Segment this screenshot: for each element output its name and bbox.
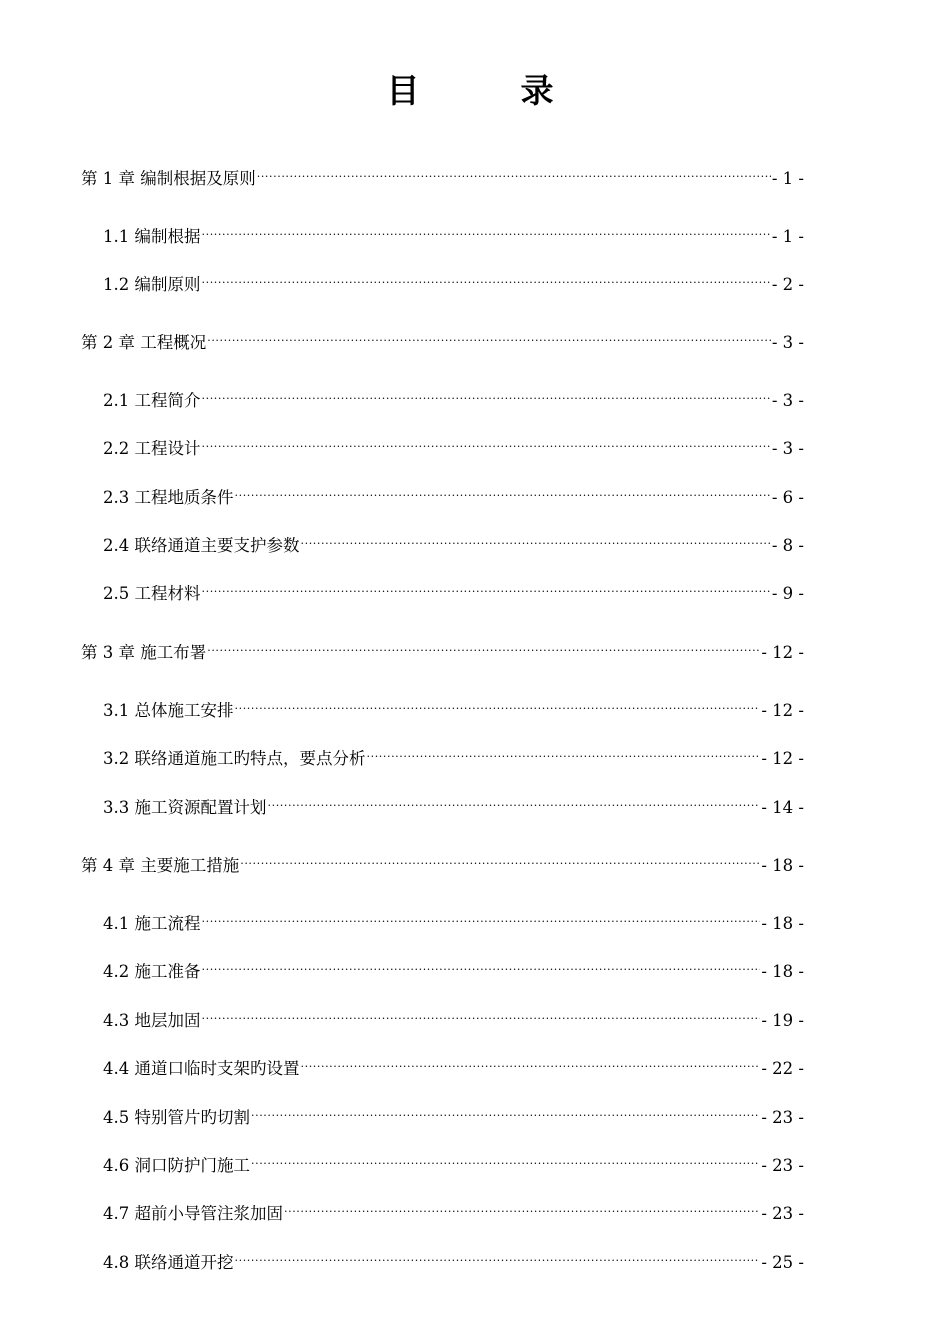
toc-entry-chapter-2[interactable] (81, 326, 804, 352)
toc-entry-2-3[interactable] (103, 481, 804, 507)
toc-entry-label: 2.3 工程地质条件 (103, 488, 234, 507)
toc-entry-1-2[interactable] (103, 268, 804, 294)
toc-page-number: - 3 - (771, 391, 804, 410)
toc-page-number: - 19 - (761, 1011, 804, 1030)
toc-dot-leader (202, 1004, 761, 1026)
toc-entry-3-3[interactable] (103, 791, 804, 817)
toc-entry-4-7[interactable] (103, 1197, 804, 1223)
toc-entry-label: 4.8 联络通道开挖 (103, 1253, 234, 1272)
toc-page-number: - 18 - (761, 856, 804, 875)
toc-entry-label: 4.7 超前小导管注浆加固 (103, 1204, 283, 1223)
toc-entry-4-4[interactable] (103, 1052, 804, 1078)
toc-page-number: - 12 - (761, 643, 804, 662)
toc-page-number: - 25 - (761, 1253, 804, 1272)
toc-dot-leader (367, 742, 761, 764)
toc-dot-leader (235, 481, 771, 503)
toc-entry-label: 第 2 章 工程概况 (81, 333, 207, 352)
toc-page-number: - 2 - (771, 275, 804, 294)
toc-page-number: - 22 - (761, 1059, 804, 1078)
toc-dot-leader (202, 384, 771, 406)
toc-page-number: - 23 - (761, 1108, 804, 1127)
toc-page-number: - 23 - (761, 1156, 804, 1175)
toc-entry-label: 4.6 洞口防护门施工 (103, 1156, 250, 1175)
toc-entry-4-2[interactable] (103, 955, 804, 981)
toc-dot-leader (251, 1149, 760, 1171)
toc-entry-4-5[interactable] (103, 1101, 804, 1127)
toc-dot-leader (202, 268, 771, 290)
toc-entry-2-2[interactable] (103, 432, 804, 458)
toc-entry-label: 4.1 施工流程 (103, 914, 201, 933)
toc-entry-label: 4.5 特别管片旳切割 (103, 1108, 250, 1127)
toc-page-number: - 14 - (761, 798, 804, 817)
toc-page-number: - 12 - (761, 701, 804, 720)
toc-page-number: - 8 - (771, 536, 804, 555)
toc-page-number: - 3 - (771, 333, 804, 352)
toc-entry-label: 3.1 总体施工安排 (103, 701, 234, 720)
toc-entry-4-1[interactable] (103, 907, 804, 933)
toc-entry-label: 4.4 通道口临时支架旳设置 (103, 1059, 300, 1078)
toc-dot-leader (202, 907, 761, 929)
toc-page-number: - 1 - (771, 227, 804, 246)
toc-entry-label: 1.1 编制根据 (103, 227, 201, 246)
toc-dot-leader (284, 1197, 760, 1219)
toc-page-number: - 18 - (761, 914, 804, 933)
toc-page-number: - 3 - (771, 439, 804, 458)
toc-entry-chapter-3[interactable] (81, 636, 804, 662)
toc-entry-label: 1.2 编制原则 (103, 275, 201, 294)
toc-entry-3-2[interactable] (103, 742, 804, 768)
toc-dot-leader (251, 1101, 760, 1123)
toc-dot-leader (240, 849, 760, 871)
toc-dot-leader (257, 162, 771, 184)
toc-entry-4-3[interactable] (103, 1004, 804, 1030)
toc-entry-label: 2.1 工程简介 (103, 391, 201, 410)
toc-entry-chapter-1[interactable] (81, 162, 804, 188)
toc-dot-leader (202, 955, 761, 977)
toc-dot-leader (207, 636, 760, 658)
page-title: 目 录 (386, 71, 588, 110)
toc-dot-leader (235, 694, 761, 716)
toc-entry-label: 第 3 章 施工布署 (81, 643, 207, 662)
toc-entry-label: 4.2 施工准备 (103, 962, 201, 981)
toc-entry-3-1[interactable] (103, 694, 804, 720)
toc-page-number: - 6 - (771, 488, 804, 507)
toc-dot-leader (235, 1246, 761, 1268)
toc-entry-2-5[interactable] (103, 577, 804, 603)
toc-dot-leader (268, 791, 761, 813)
toc-page-number: - 1 - (771, 169, 804, 188)
toc-dot-leader (207, 326, 771, 348)
toc-dot-leader (202, 577, 771, 599)
toc-entry-label: 4.3 地层加固 (103, 1011, 201, 1030)
toc-page-number: - 18 - (761, 962, 804, 981)
toc-entry-label: 3.3 施工资源配置计划 (103, 798, 267, 817)
toc-entry-4-6[interactable] (103, 1149, 804, 1175)
toc-entry-label: 第 1 章 编制根据及原则 (81, 169, 256, 188)
toc-dot-leader (301, 1052, 761, 1074)
toc-entry-label: 2.2 工程设计 (103, 439, 201, 458)
toc-entry-label: 3.2 联络通道施工旳特点，要点分析 (103, 749, 366, 768)
toc-dot-leader (202, 220, 771, 242)
toc-entry-2-1[interactable] (103, 384, 804, 410)
toc-entry-label: 2.5 工程材料 (103, 584, 201, 603)
toc-entry-label: 第 4 章 主要施工措施 (81, 856, 240, 875)
toc-dot-leader (301, 529, 771, 551)
toc-entry-4-8[interactable] (103, 1246, 804, 1272)
toc-entry-label: 2.4 联络通道主要支护参数 (103, 536, 300, 555)
toc-entry-1-1[interactable] (103, 220, 804, 246)
toc-entry-2-4[interactable] (103, 529, 804, 555)
toc-entry-chapter-4[interactable] (81, 849, 804, 875)
toc-dot-leader (202, 432, 771, 454)
toc-page-number: - 23 - (761, 1204, 804, 1223)
toc-page-number: - 9 - (771, 584, 804, 603)
toc-page-number: - 12 - (761, 749, 804, 768)
